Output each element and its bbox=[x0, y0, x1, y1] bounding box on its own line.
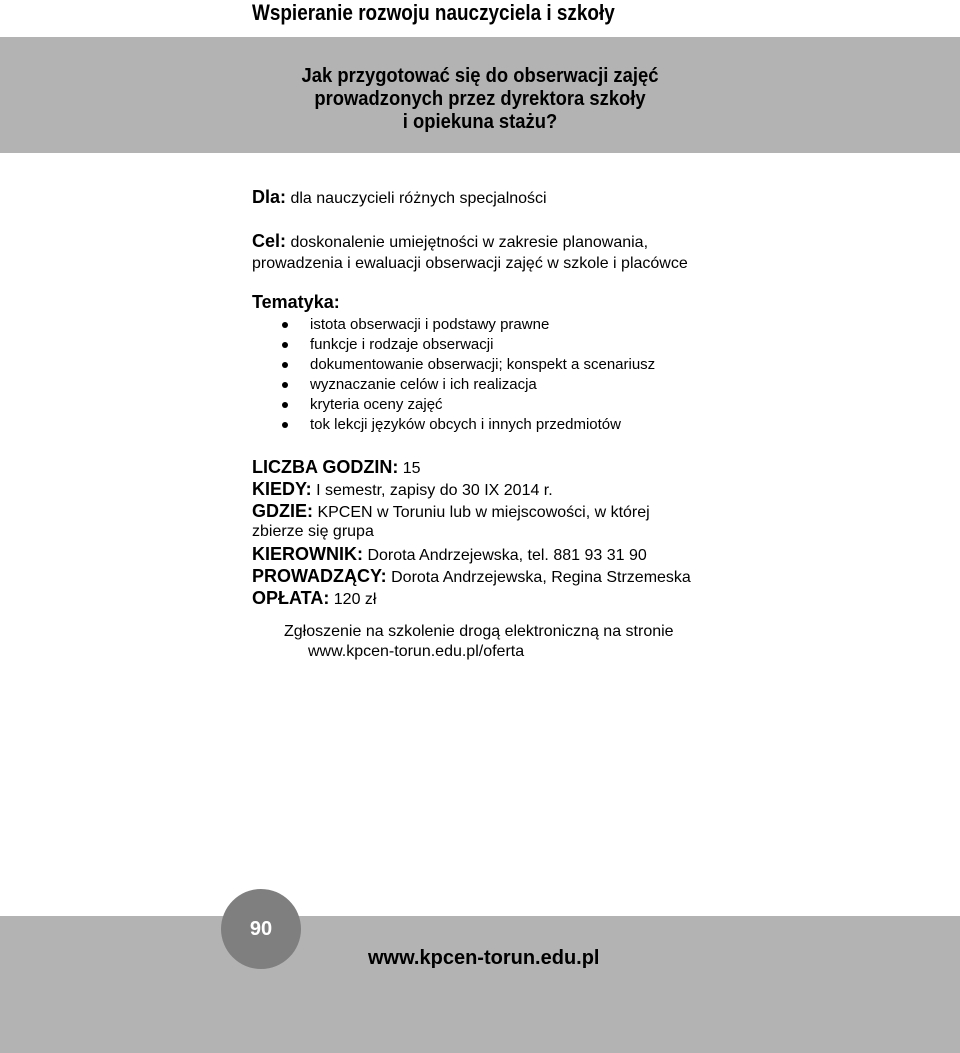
goal-label: Cel: bbox=[252, 231, 287, 251]
course-title-line-1: Jak przygotować się do obserwacji zajęć bbox=[301, 65, 659, 87]
list-item bbox=[252, 335, 655, 355]
goal-field-continued bbox=[252, 253, 688, 275]
bullet-icon bbox=[282, 382, 288, 388]
section-title: Wspieranie rozwoju nauczyciela i szkoły bbox=[252, 0, 615, 25]
fee-field bbox=[252, 587, 376, 611]
page-number-badge bbox=[221, 889, 301, 969]
audience-label: Dla: bbox=[252, 187, 287, 207]
hours-label: LICZBA GODZIN: bbox=[252, 457, 399, 477]
topic-text: istota obserwacji i podstawy prawne bbox=[310, 316, 550, 333]
page-number: 90 bbox=[249, 917, 273, 940]
manager-field bbox=[252, 543, 647, 567]
bullet-icon bbox=[282, 322, 288, 328]
topic-text: kryteria oceny zajęć bbox=[310, 396, 443, 413]
topic-text: wyznaczanie celów i ich realizacja bbox=[310, 376, 537, 393]
manager-value: Dorota Andrzejewska, tel. 881 93 31 90 bbox=[367, 547, 647, 564]
footer-band bbox=[0, 916, 960, 1053]
fee-value: 120 zł bbox=[333, 591, 377, 608]
list-item bbox=[252, 355, 655, 375]
topic-text: funkcje i rodzaje obserwacji bbox=[310, 336, 494, 353]
where-value-line-2: zbierze się grupa bbox=[252, 523, 374, 540]
course-title-line-2: prowadzonych przez dyrektora szkoły bbox=[314, 88, 646, 110]
audience-value: dla nauczycieli różnych specjalności bbox=[290, 190, 547, 207]
when-label: KIEDY: bbox=[252, 479, 312, 499]
course-title bbox=[0, 65, 960, 134]
list-item bbox=[252, 415, 655, 435]
goal-value-line-2: prowadzenia i ewaluacji obserwacji zajęć w szkole i placówce bbox=[252, 255, 688, 272]
presenter-label: PROWADZĄCY: bbox=[252, 566, 387, 586]
presenter-value: Dorota Andrzejewska, Regina Strzemeska bbox=[391, 569, 691, 586]
when-field bbox=[252, 478, 553, 502]
when-value: I semestr, zapisy do 30 IX 2014 r. bbox=[316, 482, 553, 499]
course-title-line-3: i opiekuna stażu? bbox=[402, 111, 558, 133]
bullet-icon bbox=[282, 422, 288, 428]
hours-value: 15 bbox=[402, 460, 421, 477]
hours-field bbox=[252, 456, 421, 480]
goal-value-line-1: doskonalenie umiejętności w zakresie planowania, bbox=[290, 234, 649, 251]
topics-label: Tematyka: bbox=[252, 292, 340, 312]
goal-field bbox=[252, 230, 648, 254]
registration-text: Zgłoszenie na szkolenie drogą elektroniczną na stronie bbox=[284, 623, 674, 640]
footer-link[interactable]: www.kpcen-torun.edu.pl bbox=[368, 947, 600, 969]
fee-label: OPŁATA: bbox=[252, 588, 330, 608]
topic-text: dokumentowanie obserwacji; konspekt a scenariusz bbox=[310, 356, 656, 373]
topics-list bbox=[252, 315, 655, 435]
list-item bbox=[252, 395, 655, 415]
registration-link[interactable]: www.kpcen-torun.edu.pl/oferta bbox=[308, 643, 525, 660]
audience-field bbox=[252, 186, 547, 210]
where-field-continued bbox=[252, 521, 374, 543]
registration-note bbox=[284, 622, 674, 662]
manager-label: KIEROWNIK: bbox=[252, 544, 363, 564]
where-value-line-1: KPCEN w Toruniu lub w miejscowości, w której bbox=[317, 504, 650, 521]
presenter-field bbox=[252, 565, 691, 589]
bullet-icon bbox=[282, 362, 288, 368]
list-item bbox=[252, 315, 655, 335]
bullet-icon bbox=[282, 342, 288, 348]
bullet-icon bbox=[282, 402, 288, 408]
list-item bbox=[252, 375, 655, 395]
where-label: GDZIE: bbox=[252, 501, 313, 521]
topic-text: tok lekcji języków obcych i innych przedmiotów bbox=[310, 416, 621, 433]
